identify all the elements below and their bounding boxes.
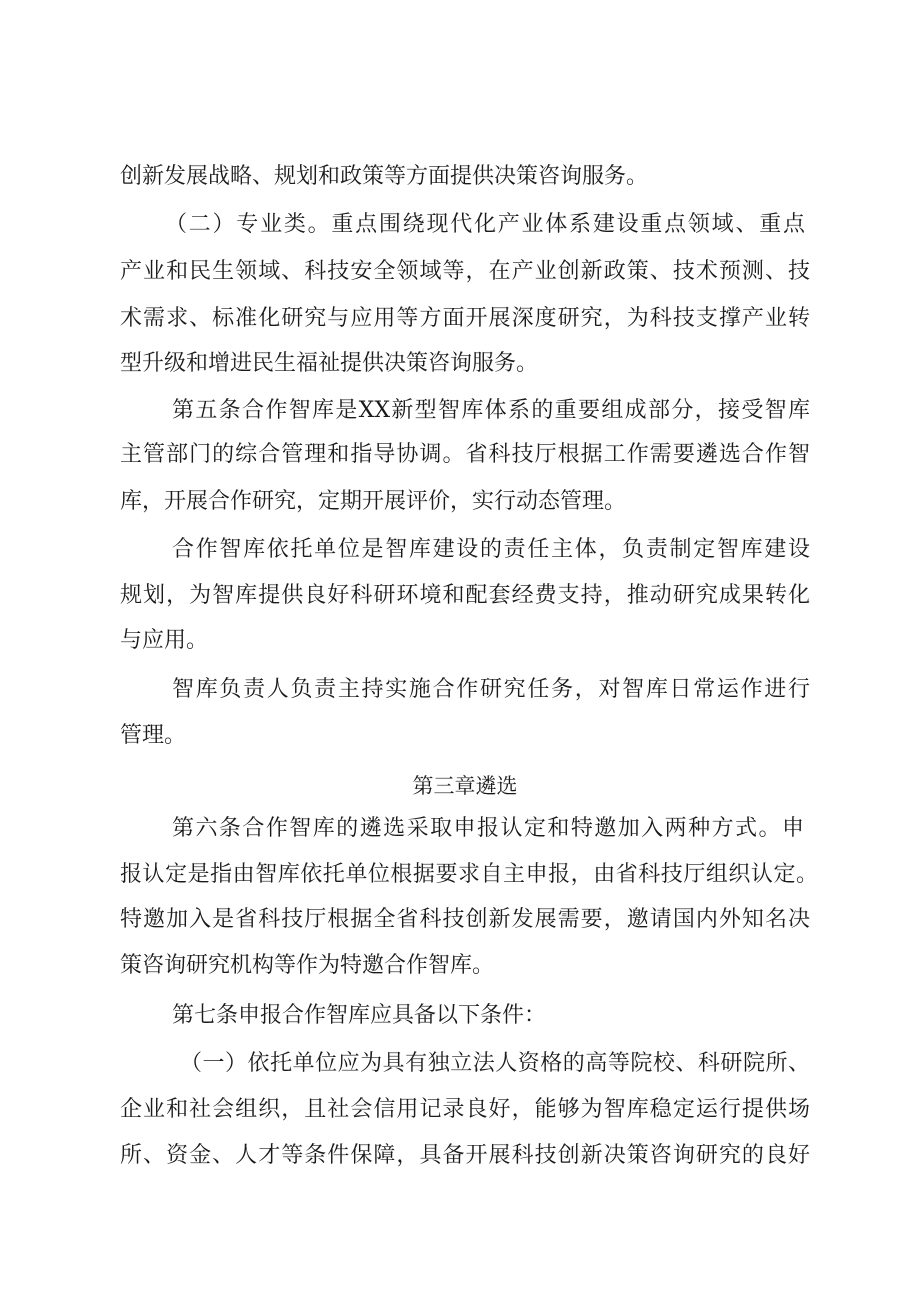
text-line: 所、资金、人才等条件保障，具备开展科技创新决策咨询研究的良好 [120,1143,810,1168]
text-line: 第七条申报合作智库应具备以下条件： [172,1003,547,1028]
text-line: 型升级和增进民生福祉提供决策咨询服务。 [120,351,539,376]
text-line: 术需求、标准化研究与应用等方面开展深度研究，为科技支撑产业转 [120,306,810,331]
text-line: 特邀加入是省科技厅根据全省科技创新发展需要，邀请国内外知名决 [120,907,810,932]
text-line: 与应用。 [120,628,209,653]
text-line: 合作智库依托单位是智库建设的责任主体，负责制定智库建设 [172,537,810,562]
text-line: 智库负责人负责主持实施合作研究任务，对智库日常运作进行 [172,677,810,702]
text-line: 库，开展合作研究，定期开展评价，实行动态管理。 [120,489,627,514]
text-line: 主管部门的综合管理和指导协调。省科技厅根据工作需要遴选合作智 [120,442,810,467]
chapter-heading: 第三章遴选 [412,774,518,798]
text-line: 第五条合作智库是XX新型智库体系的重要组成部分，接受智库 [172,398,810,423]
text-line: 策咨询研究机构等作为特邀合作智库。 [120,953,495,978]
text-line: 报认定是指由智库依托单位根据要求自主申报，由省科技厅组织认定。 [120,862,818,887]
text-line: 产业和民生领域、科技安全领域等，在产业创新政策、技术预测、技 [120,259,810,284]
text-line: 规划，为智库提供良好科研环境和配套经费支持，推动研究成果转化 [120,583,810,608]
text-line: （二）专业类。重点围绕现代化产业体系建设重点领域、重点 [165,212,805,237]
text-line: 管理。 [120,723,187,748]
text-line: 第六条合作智库的遴选采取申报认定和特邀加入两种方式。申 [172,816,804,841]
text-line: （一）依托单位应为具有独立法人资格的高等院校、科研院所、 [180,1051,810,1076]
text-line: 企业和社会组织，且社会信用记录良好，能够为智库稳定运行提供场 [120,1097,810,1122]
text-line: 创新发展战略、规划和政策等方面提供决策咨询服务。 [120,164,649,189]
